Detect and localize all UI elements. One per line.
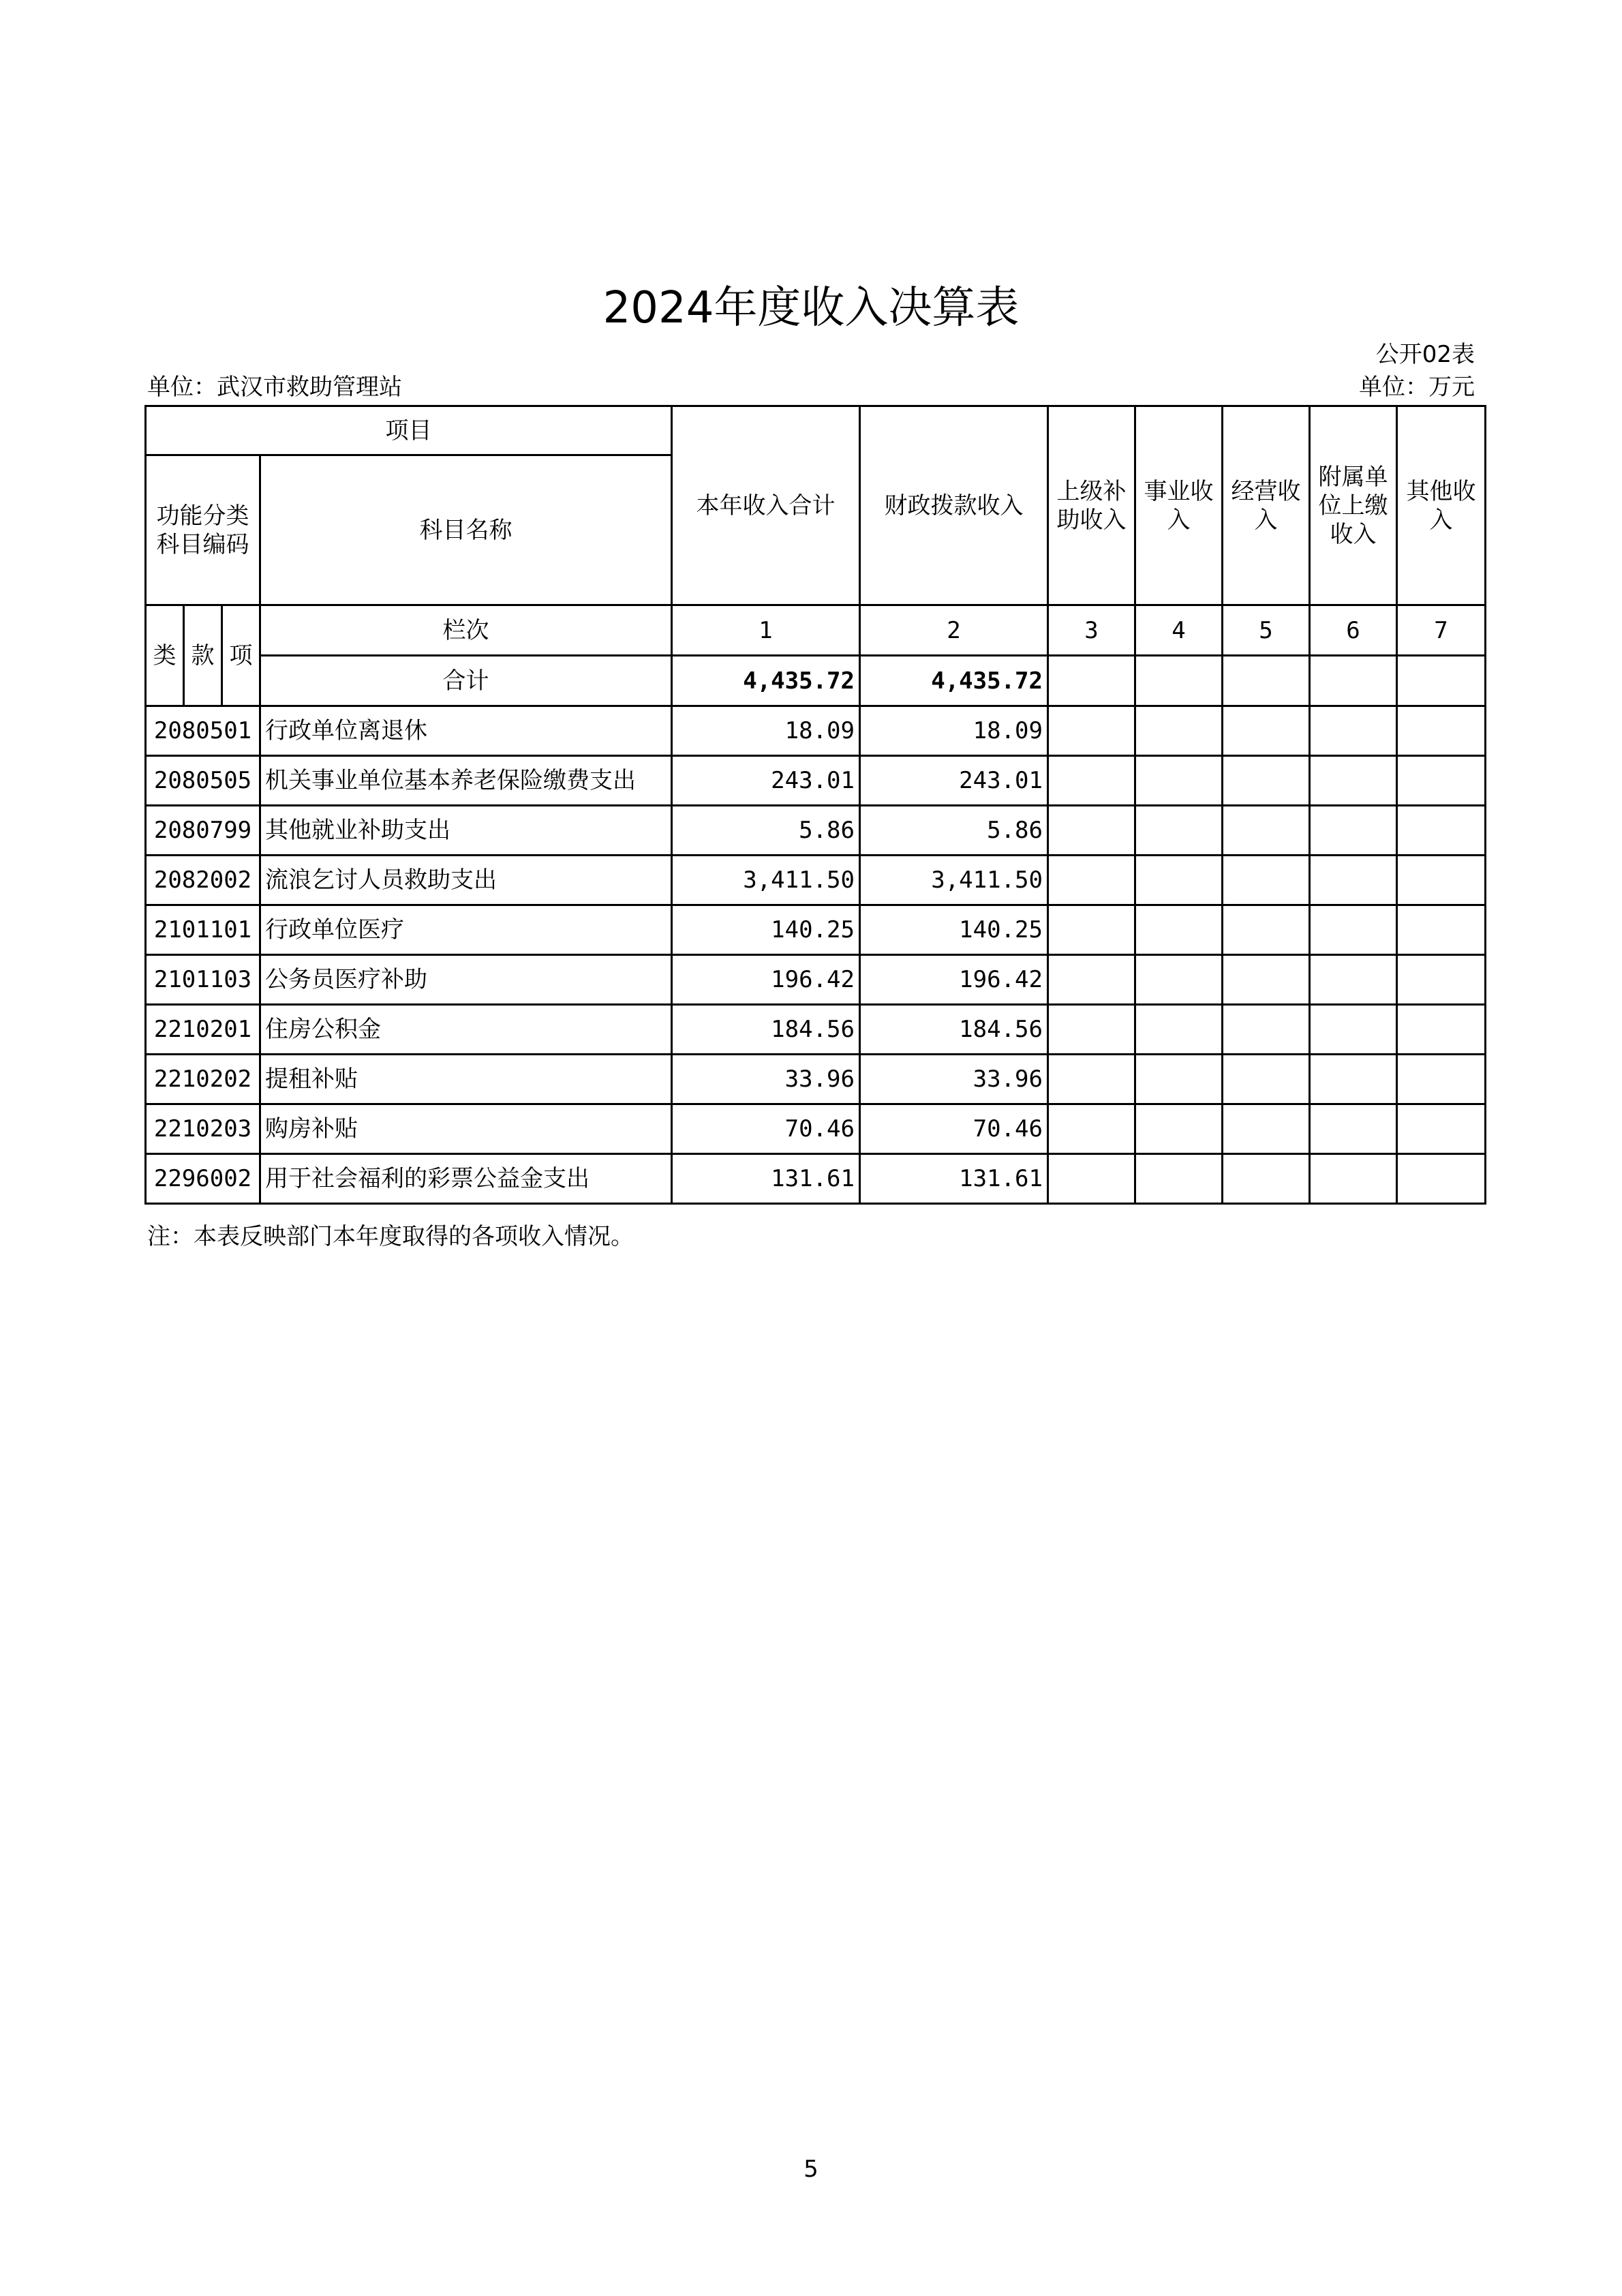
col-num-1: 1 xyxy=(672,605,860,656)
header-business: 事业收入 xyxy=(1135,406,1223,605)
unit-currency: 单位：万元 xyxy=(1359,374,1475,401)
row-total: 196.42 xyxy=(672,955,860,1005)
row-empty-cell xyxy=(1223,706,1310,756)
row-empty-cell xyxy=(1135,1055,1223,1104)
row-empty-cell xyxy=(1135,1005,1223,1055)
row-empty-cell xyxy=(1310,1104,1397,1154)
table-note: 注：本表反映部门本年度取得的各项收入情况。 xyxy=(147,1223,634,1250)
header-lei: 类 xyxy=(146,605,184,706)
row-empty-cell xyxy=(1048,955,1135,1005)
header-total-income: 本年收入合计 xyxy=(672,406,860,605)
row-total: 18.09 xyxy=(672,706,860,756)
row-empty-cell xyxy=(1223,806,1310,856)
row-empty-cell xyxy=(1048,1005,1135,1055)
total-fiscal-value: 4,435.72 xyxy=(860,656,1048,706)
row-fiscal: 70.46 xyxy=(860,1104,1048,1154)
table-row xyxy=(146,1005,1486,1055)
row-empty-cell xyxy=(1310,1055,1397,1104)
row-name: 提租补贴 xyxy=(260,1055,672,1104)
col-num-5: 5 xyxy=(1223,605,1310,656)
col-num-2: 2 xyxy=(860,605,1048,656)
row-total: 5.86 xyxy=(672,806,860,856)
row-empty-cell xyxy=(1048,756,1135,806)
table-row xyxy=(146,1104,1486,1154)
row-empty-cell xyxy=(1397,706,1486,756)
row-code: 2101103 xyxy=(146,955,260,1005)
row-total: 243.01 xyxy=(672,756,860,806)
income-table xyxy=(144,405,1486,1205)
row-name: 公务员医疗补助 xyxy=(260,955,672,1005)
row-empty-cell xyxy=(1397,955,1486,1005)
row-total: 131.61 xyxy=(672,1154,860,1204)
row-code: 2210201 xyxy=(146,1005,260,1055)
table-row xyxy=(146,1055,1486,1104)
table-row xyxy=(146,905,1486,955)
header-affiliated: 附属单位上缴收入 xyxy=(1310,406,1397,605)
header-kuan: 款 xyxy=(184,605,222,706)
row-empty-cell xyxy=(1223,1055,1310,1104)
page-title: 2024年度收入决算表 xyxy=(602,283,1020,333)
row-name: 用于社会福利的彩票公益金支出 xyxy=(260,1154,672,1204)
row-empty-cell xyxy=(1135,1104,1223,1154)
row-fiscal: 18.09 xyxy=(860,706,1048,756)
header-func-code: 功能分类科目编码 xyxy=(146,455,260,605)
row-empty-cell xyxy=(1223,1104,1310,1154)
row-empty-cell xyxy=(1048,1055,1135,1104)
table-row xyxy=(146,756,1486,806)
row-total: 184.56 xyxy=(672,1005,860,1055)
row-code: 2296002 xyxy=(146,1154,260,1204)
col-num-7: 7 xyxy=(1397,605,1486,656)
row-empty-cell xyxy=(1310,905,1397,955)
row-code: 2080505 xyxy=(146,756,260,806)
total-income-value: 4,435.72 xyxy=(672,656,860,706)
row-empty-cell xyxy=(1397,1055,1486,1104)
row-empty-cell xyxy=(1135,806,1223,856)
row-fiscal: 131.61 xyxy=(860,1154,1048,1204)
col-num-6: 6 xyxy=(1310,605,1397,656)
header-other: 其他收入 xyxy=(1397,406,1486,605)
row-empty-cell xyxy=(1135,856,1223,905)
total-business-cell xyxy=(1135,656,1223,706)
total-superior-cell xyxy=(1048,656,1135,706)
header-superior: 上级补助收入 xyxy=(1048,406,1135,605)
row-fiscal: 3,411.50 xyxy=(860,856,1048,905)
column-label: 栏次 xyxy=(260,605,672,656)
col-num-4: 4 xyxy=(1135,605,1223,656)
row-empty-cell xyxy=(1310,806,1397,856)
row-empty-cell xyxy=(1310,856,1397,905)
row-total: 33.96 xyxy=(672,1055,860,1104)
row-empty-cell xyxy=(1135,756,1223,806)
row-empty-cell xyxy=(1135,706,1223,756)
row-code: 2101101 xyxy=(146,905,260,955)
row-empty-cell xyxy=(1310,1005,1397,1055)
row-name: 流浪乞讨人员救助支出 xyxy=(260,856,672,905)
header-operating: 经营收入 xyxy=(1223,406,1310,605)
total-label: 合计 xyxy=(260,656,672,706)
row-total: 140.25 xyxy=(672,905,860,955)
row-empty-cell xyxy=(1048,856,1135,905)
row-empty-cell xyxy=(1223,1154,1310,1204)
row-code: 2082002 xyxy=(146,856,260,905)
row-empty-cell xyxy=(1397,1005,1486,1055)
row-empty-cell xyxy=(1310,955,1397,1005)
row-empty-cell xyxy=(1048,1104,1135,1154)
doc-code: 公开02表 xyxy=(1375,341,1475,368)
row-empty-cell xyxy=(1135,905,1223,955)
row-fiscal: 243.01 xyxy=(860,756,1048,806)
row-code: 2080501 xyxy=(146,706,260,756)
row-empty-cell xyxy=(1397,1104,1486,1154)
header-xiang: 项 xyxy=(222,605,260,706)
row-fiscal: 33.96 xyxy=(860,1055,1048,1104)
page-number: 5 xyxy=(804,2156,818,2183)
row-empty-cell xyxy=(1310,756,1397,806)
row-empty-cell xyxy=(1310,706,1397,756)
total-affiliated-cell xyxy=(1310,656,1397,706)
row-code: 2210202 xyxy=(146,1055,260,1104)
row-empty-cell xyxy=(1048,806,1135,856)
table-row xyxy=(146,806,1486,856)
row-empty-cell xyxy=(1223,905,1310,955)
row-code: 2080799 xyxy=(146,806,260,856)
row-empty-cell xyxy=(1310,1154,1397,1204)
row-name: 住房公积金 xyxy=(260,1005,672,1055)
row-name: 行政单位离退休 xyxy=(260,706,672,756)
table-row xyxy=(146,955,1486,1005)
row-name: 机关事业单位基本养老保险缴费支出 xyxy=(260,756,672,806)
header-subject-name: 科目名称 xyxy=(260,455,672,605)
row-empty-cell xyxy=(1223,856,1310,905)
row-total: 70.46 xyxy=(672,1104,860,1154)
column-number-row xyxy=(146,605,1486,656)
row-name: 购房补贴 xyxy=(260,1104,672,1154)
unit-org: 单位：武汉市救助管理站 xyxy=(147,374,402,401)
row-empty-cell xyxy=(1223,756,1310,806)
row-empty-cell xyxy=(1397,905,1486,955)
row-empty-cell xyxy=(1223,1005,1310,1055)
total-row xyxy=(146,656,1486,706)
row-fiscal: 184.56 xyxy=(860,1005,1048,1055)
total-operating-cell xyxy=(1223,656,1310,706)
row-empty-cell xyxy=(1135,955,1223,1005)
header-item: 项目 xyxy=(146,406,672,455)
row-empty-cell xyxy=(1397,806,1486,856)
row-fiscal: 5.86 xyxy=(860,806,1048,856)
header-fiscal: 财政拨款收入 xyxy=(860,406,1048,605)
row-total: 3,411.50 xyxy=(672,856,860,905)
row-empty-cell xyxy=(1223,955,1310,1005)
row-empty-cell xyxy=(1048,905,1135,955)
row-empty-cell xyxy=(1397,756,1486,806)
row-code: 2210203 xyxy=(146,1104,260,1154)
row-empty-cell xyxy=(1135,1154,1223,1204)
table-row xyxy=(146,1154,1486,1204)
row-fiscal: 140.25 xyxy=(860,905,1048,955)
row-fiscal: 196.42 xyxy=(860,955,1048,1005)
row-empty-cell xyxy=(1048,1154,1135,1204)
row-empty-cell xyxy=(1048,706,1135,756)
header-row-1 xyxy=(146,406,1486,455)
total-other-cell xyxy=(1397,656,1486,706)
row-empty-cell xyxy=(1397,856,1486,905)
row-name: 其他就业补助支出 xyxy=(260,806,672,856)
table-row xyxy=(146,706,1486,756)
col-num-3: 3 xyxy=(1048,605,1135,656)
row-empty-cell xyxy=(1397,1154,1486,1204)
row-name: 行政单位医疗 xyxy=(260,905,672,955)
table-row xyxy=(146,856,1486,905)
